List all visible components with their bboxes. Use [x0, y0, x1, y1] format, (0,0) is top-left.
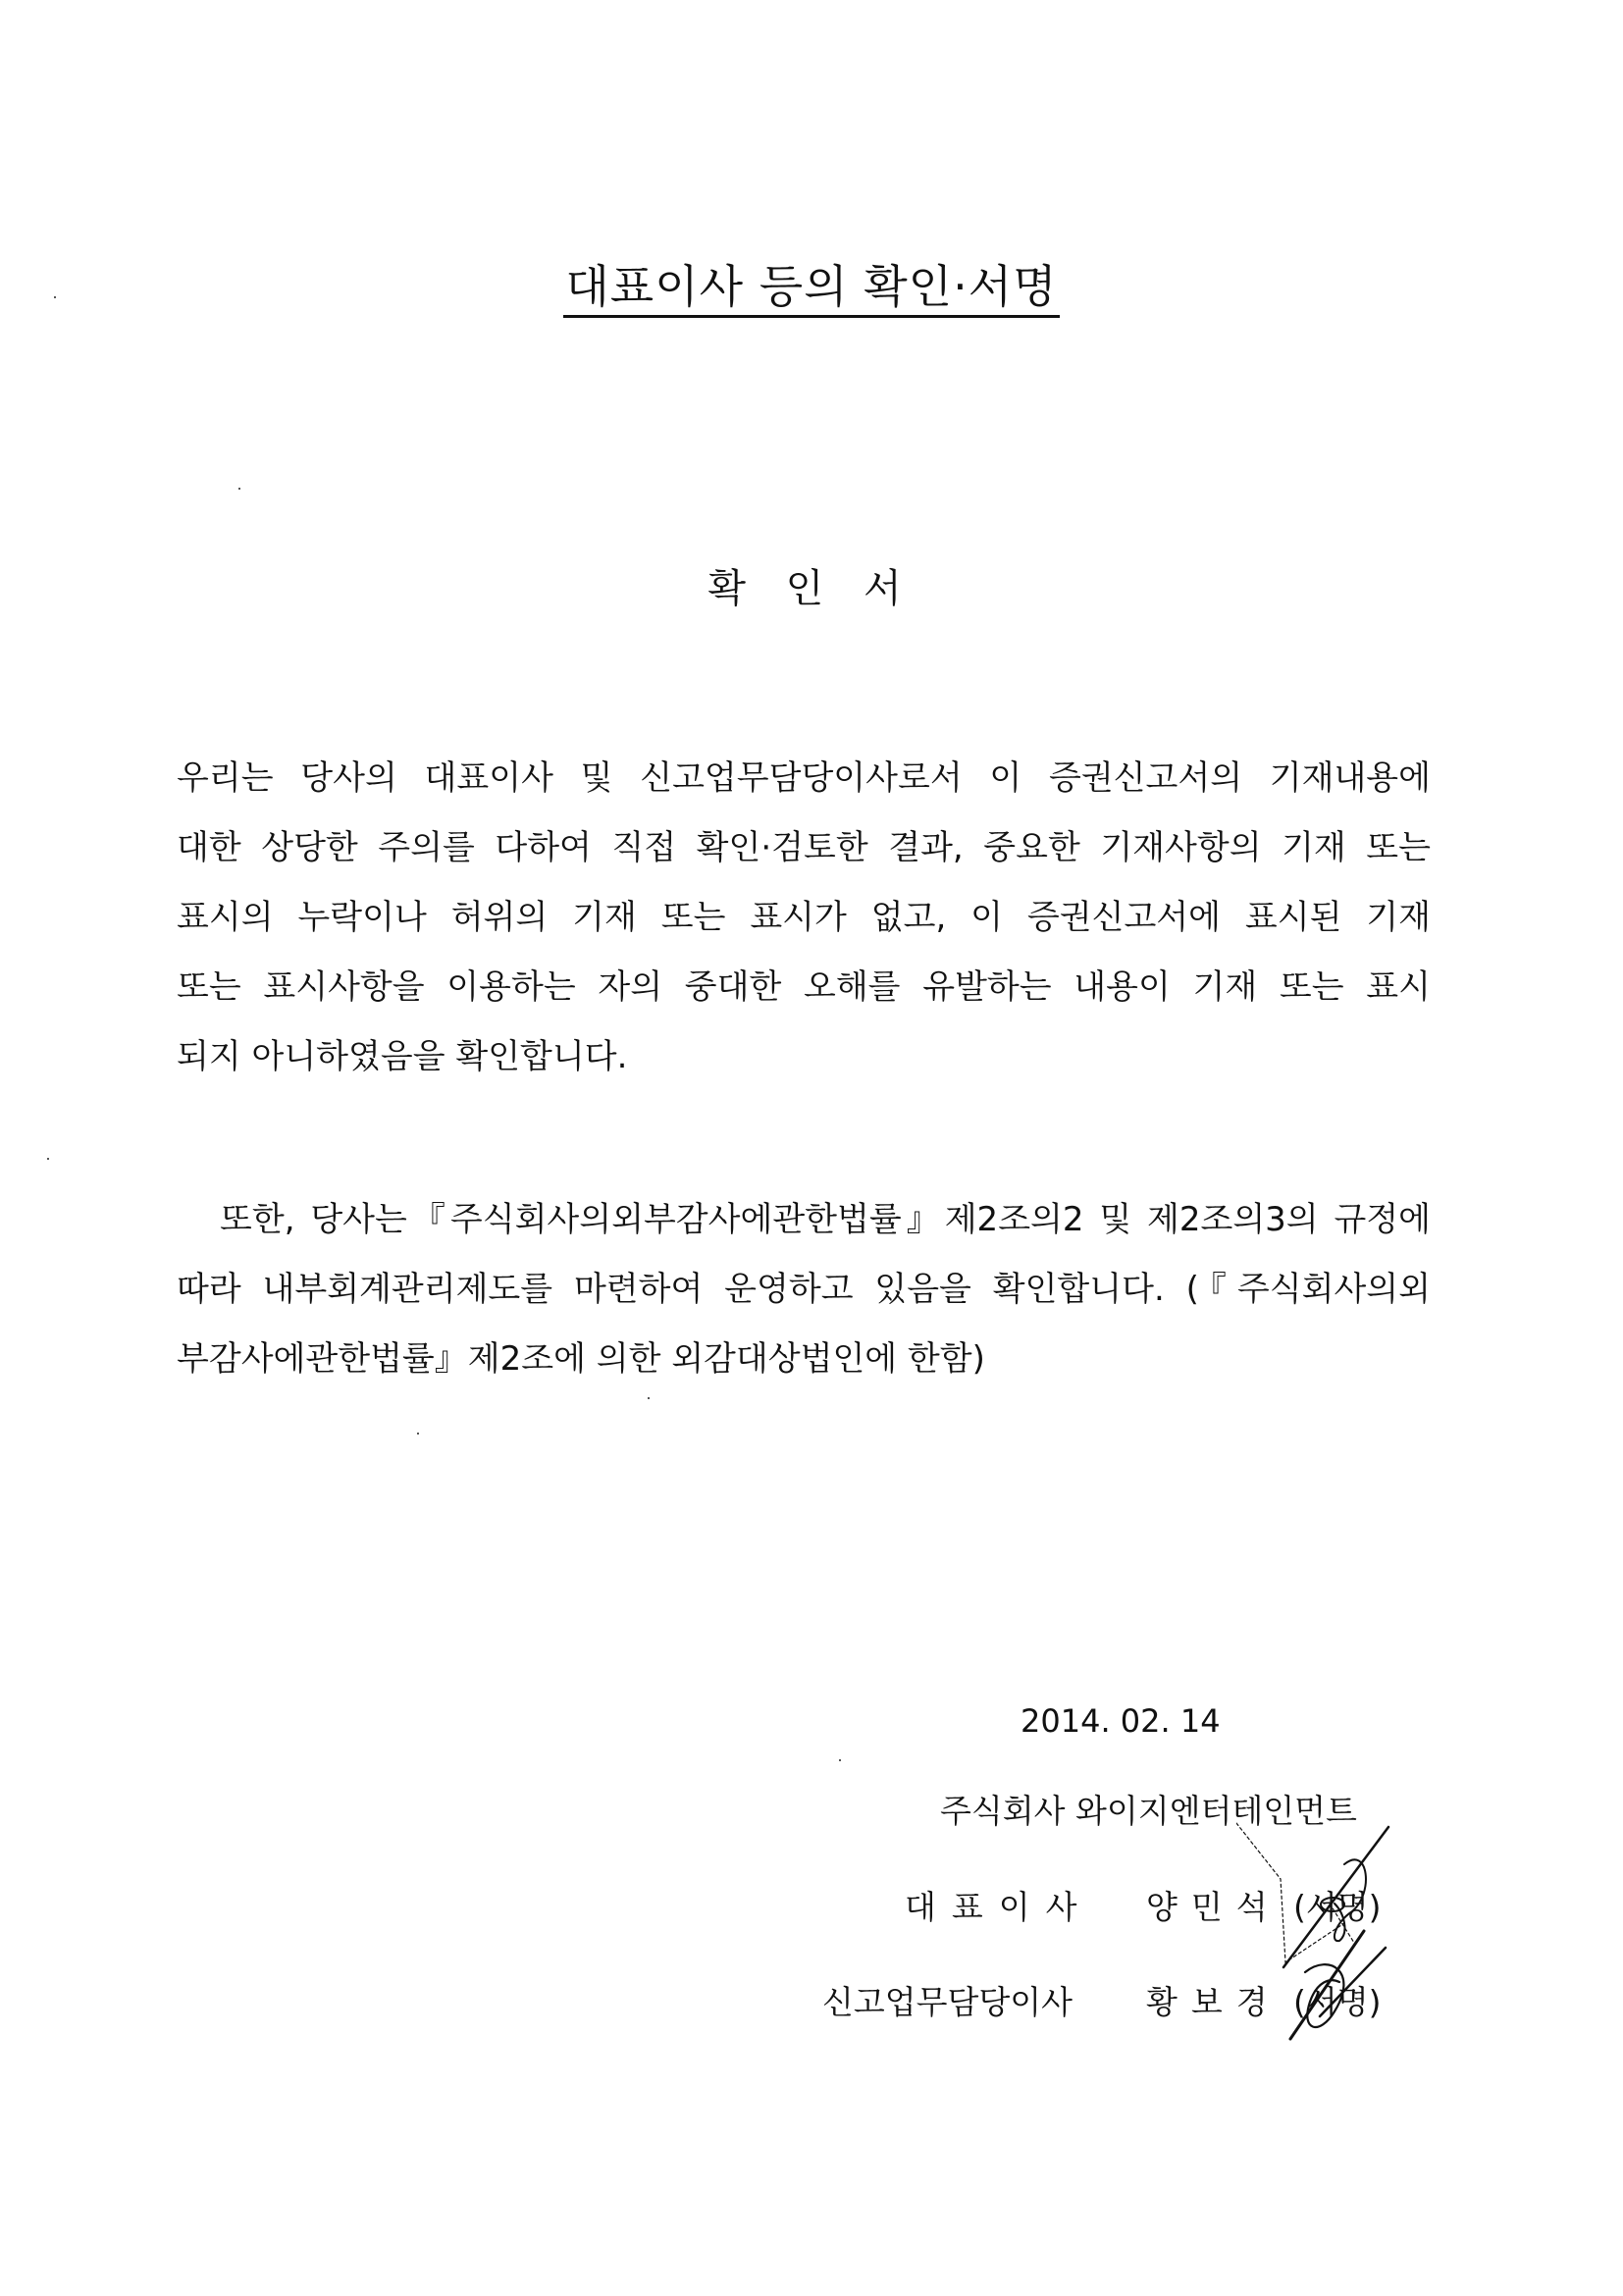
company-name: 주식회사 와이지엔터테인먼트	[940, 1792, 1357, 1830]
confirmation-paragraph	[177, 744, 1431, 1092]
paragraph-line: 되지 아니하였음을 확인합니다.	[177, 1037, 628, 1076]
paragraph-line: 우리는 당사의 대표이사 및 신고업무담당이사로서 이 증권신고서의 기재내용에	[177, 758, 1431, 798]
paragraph-line: 따라 내부회계관리제도를 마련하여 운영하고 있음을 확인합니다. (『주식회사의외	[177, 1270, 1431, 1309]
signatory-name: 황보경	[1146, 1983, 1282, 2021]
paragraph-line: 대한 상당한 주의를 다하여 직접 확인·검토한 결과, 중요한 기재사항의 기재 또는	[177, 828, 1431, 867]
scan-speck	[417, 1433, 419, 1435]
handwritten-signature-icon	[1236, 1805, 1452, 2061]
paragraph-line: 또는 표시사항을 이용하는 자의 중대한 오해를 유발하는 내용이 기재 또는 표시	[177, 967, 1431, 1007]
scan-speck	[47, 1158, 49, 1160]
document-title	[0, 257, 1623, 316]
signature-label: (서명)	[1293, 1983, 1382, 2021]
paragraph-line: 부감사에관한법률』제2조에 의한 외감대상법인에 한함)	[177, 1339, 985, 1379]
paragraph-line: 표시의 누락이나 허위의 기재 또는 표시가 없고, 이 증권신고서에 표시된 기재	[177, 898, 1431, 937]
scan-speck	[238, 488, 240, 490]
signature-label: (서명)	[1293, 1888, 1382, 1926]
document-title-text: 대표이사 등의 확인·서명	[563, 260, 1059, 318]
document-subtitle: 확 인 서	[707, 566, 916, 611]
internal-control-paragraph	[177, 1185, 1431, 1394]
signatory-name: 양민석	[1146, 1888, 1282, 1926]
document-date: 2014. 02. 14	[1021, 1702, 1221, 1740]
scan-speck	[54, 296, 56, 298]
scan-speck	[648, 1397, 650, 1399]
scan-speck	[839, 1759, 841, 1761]
signatory-role: 대표이사	[905, 1888, 1093, 1926]
paragraph-line: 또한, 당사는『주식회사의외부감사에관한법률』제2조의2 및 제2조의3의 규정에	[220, 1200, 1431, 1239]
signatory-role: 신고업무담당이사	[822, 1983, 1073, 2021]
